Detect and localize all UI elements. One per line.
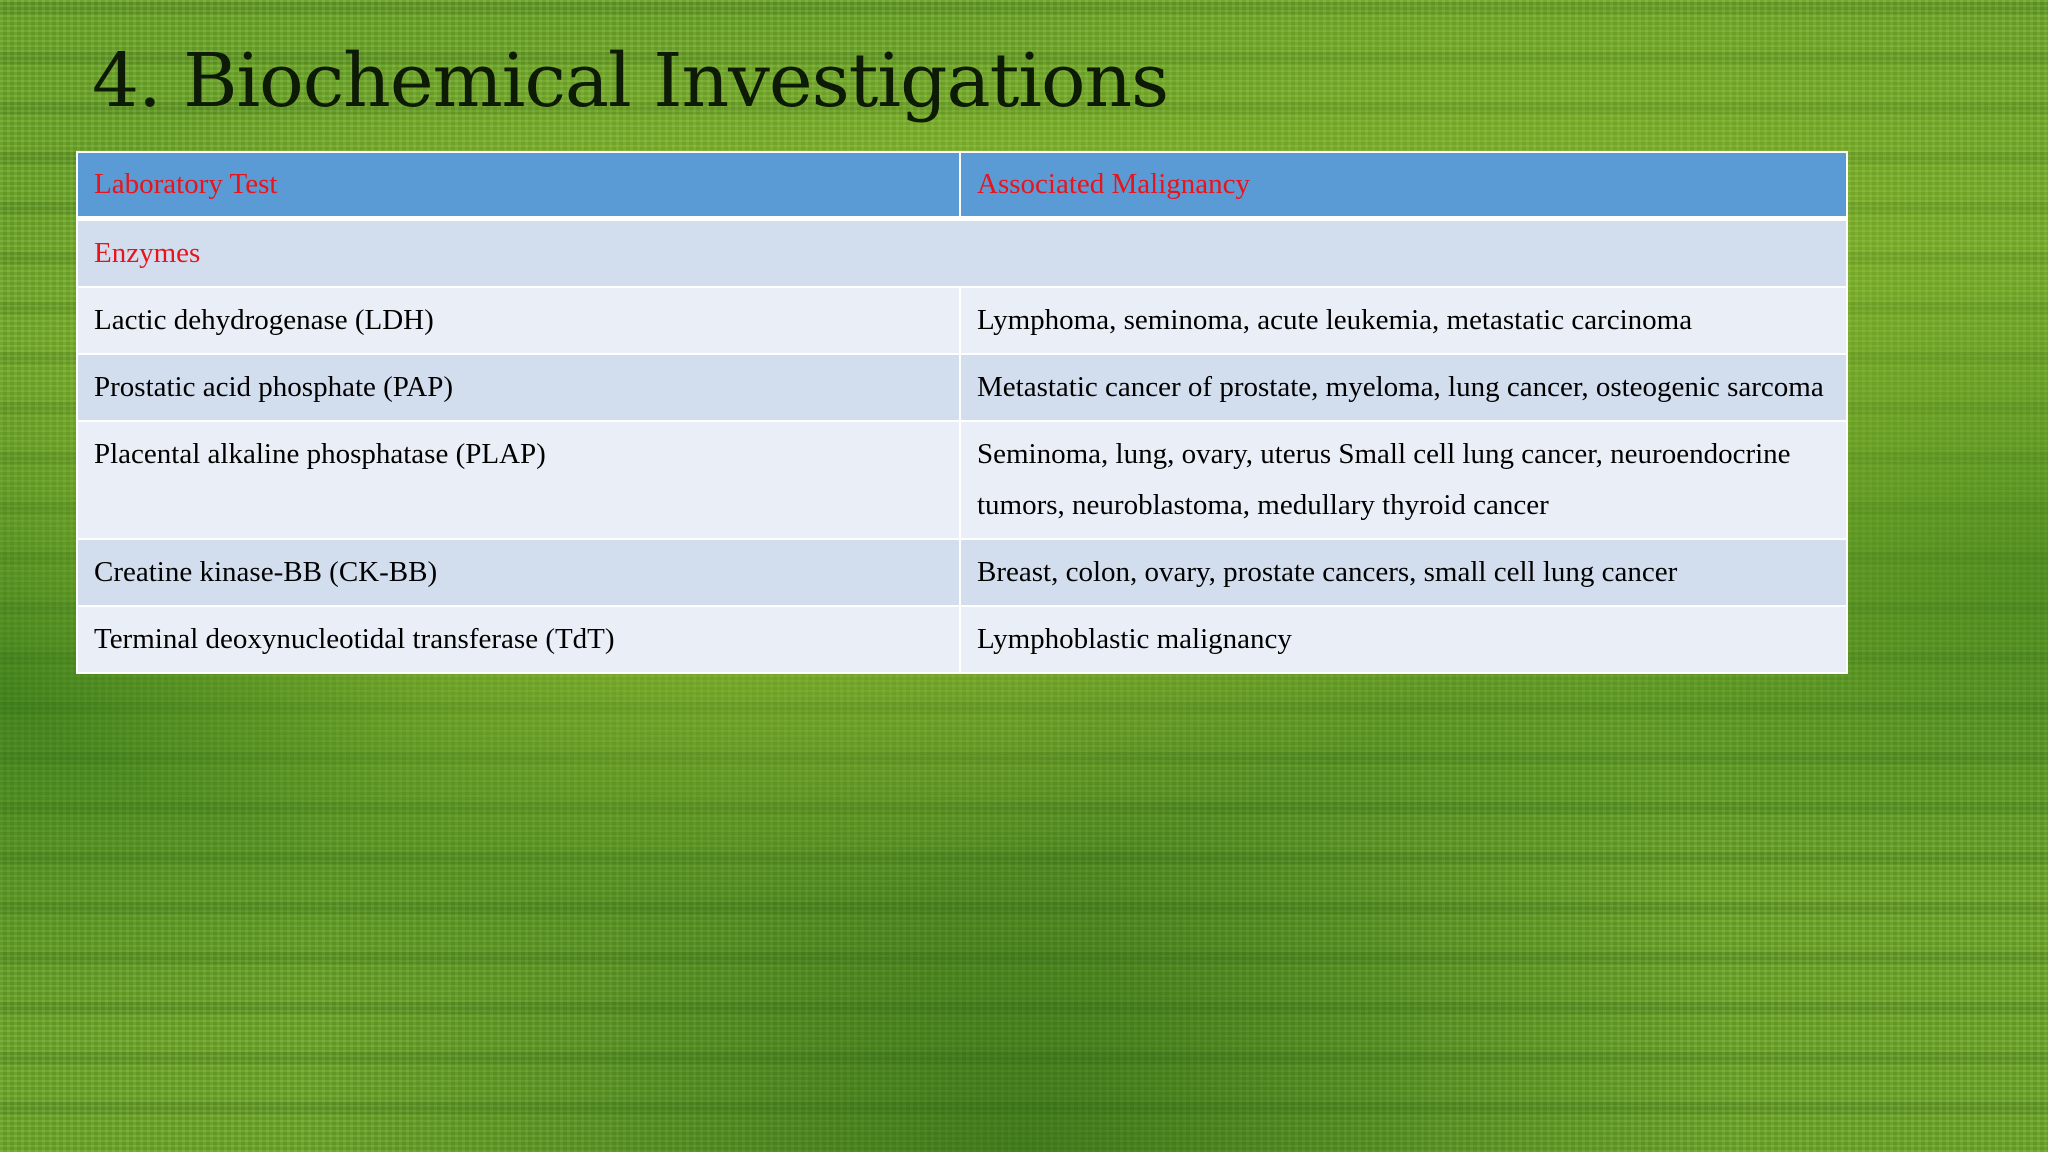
investigations-table-container (76, 151, 1846, 674)
table-row (77, 421, 1847, 539)
table-row (77, 354, 1847, 421)
test-cell: Placental alkaline phosphatase (PLAP) (77, 421, 960, 539)
test-cell: Lactic dehydrogenase (LDH) (77, 287, 960, 354)
header-laboratory-test: Laboratory Test (77, 152, 960, 219)
test-cell: Prostatic acid phosphate (PAP) (77, 354, 960, 421)
test-cell: Creatine kinase-BB (CK-BB) (77, 539, 960, 606)
table-row (77, 539, 1847, 606)
table-header-row (77, 152, 1847, 219)
section-row-enzymes (77, 219, 1847, 288)
investigations-table (76, 151, 1848, 674)
slide-title: 4. Biochemical Investigations (92, 38, 1169, 124)
malignancy-cell: Metastatic cancer of prostate, myeloma, lung cancer, osteogenic sarcoma (960, 354, 1847, 421)
table-row (77, 606, 1847, 673)
header-associated-malignancy: Associated Malignancy (960, 152, 1847, 219)
malignancy-cell: Lymphoma, seminoma, acute leukemia, metastatic carcinoma (960, 287, 1847, 354)
test-cell: Terminal deoxynucleotidal transferase (TdT) (77, 606, 960, 673)
malignancy-cell: Breast, colon, ovary, prostate cancers, small cell lung cancer (960, 539, 1847, 606)
table-row (77, 287, 1847, 354)
malignancy-cell: Seminoma, lung, ovary, uterus Small cell lung cancer, neuroendocrine tumors, neuroblastoma, medullary thyroid cancer (960, 421, 1847, 539)
section-label: Enzymes (77, 219, 1847, 288)
malignancy-cell: Lymphoblastic malignancy (960, 606, 1847, 673)
